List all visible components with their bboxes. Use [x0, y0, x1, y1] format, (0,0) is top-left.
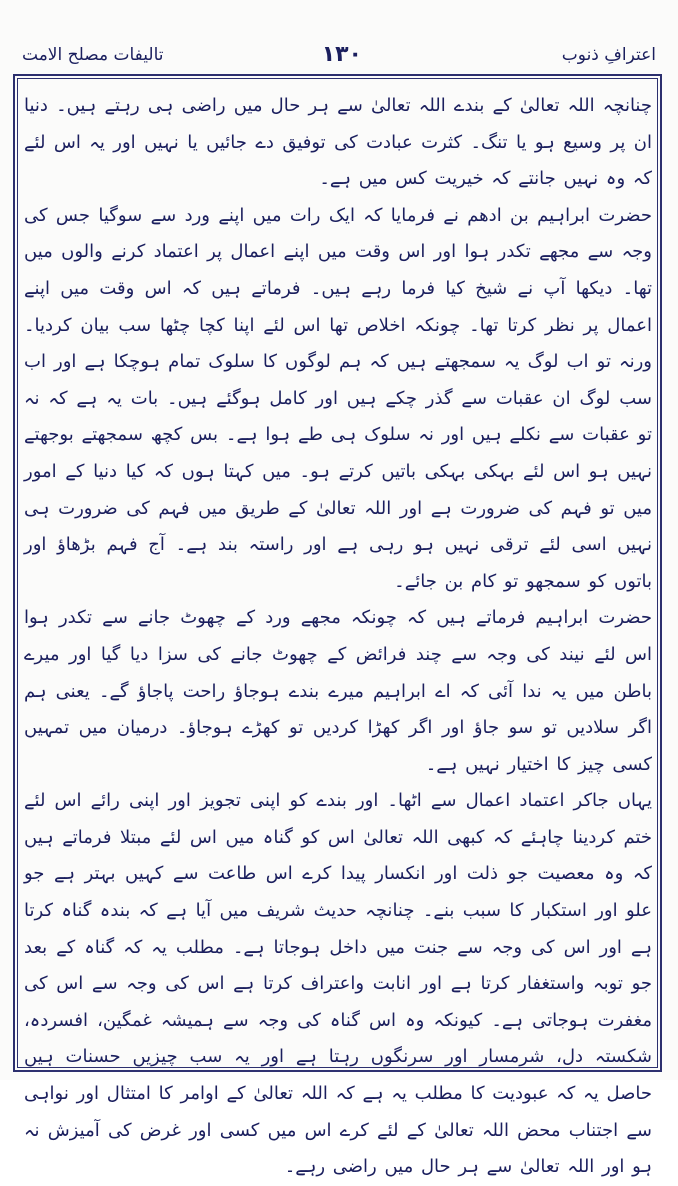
paragraph-4: یہاں جاکر اعتماد اعمال سے اٹھا۔ اور بندے کو اپنی تجویز اور اپنی رائے اس لئے ختم کردینا چاہئے کہ کبھی اللہ تعالیٰ اس کو گناہ میں اس لئے مبتلا فرماتے ہیں کہ وہ معصیت جو ذلت اور انکسار پیدا کرے اس طاعت سے کہیں بہتر ہے جو علو اور استکبار کا سبب بنے۔ چنانچہ حدیث شریف میں آیا ہے کہ بندہ گناہ کرتا ہے اور اس کی وجہ سے جنت میں داخل ہوجاتا ہے۔ مطلب یہ کہ گناہ کے بعد جو توبہ واستغفار کرتا ہے اور انابت واعتراف کرتا ہے اس کی وجہ سے اس کی مغفرت ہوجاتی ہے۔ کیونکہ وہ اس گناہ کی وجہ سے ہمیشہ غمگین، افسردہ، شکستہ دل، شرمسار اور سرنگوں رہتا ہے اور یہ سب چیزیں حسنات ہیں حاصل یہ کہ عبودیت کا مطلب یہ ہے کہ اللہ تعالیٰ کے اوامر کا امتثال اور نواہی سے اجتناب محض اللہ تعالیٰ کے لئے کرے اس میں کسی اور غرض کی آمیزش نہ ہو اور اللہ تعالیٰ سے ہر حال میں راضی رہے۔: [24, 790, 652, 1178]
paragraph-2: حضرت ابراہیم بن ادھم نے فرمایا کہ ایک رات میں اپنے ورد سے سوگیا جس کی وجہ سے مجھے تکدر ہوا اور اس وقت میں اپنے اعمال پر اعتماد کرنے والوں میں تھا۔ دیکھا آپ نے شیخ کیا فرما رہے ہیں۔ فرماتے ہیں کہ اس وقت میں اپنے اعمال پر نظر کرتا تھا۔ چونکہ اخلاص تھا اس لئے اپنا کچا چٹھا سب بیان کردیا۔ ورنہ تو اب لوگ یہ سمجھتے ہیں کہ ہم لوگوں کا سلوک تمام ہوچکا ہے اور اب سب لوگ ان عقبات سے گذر چکے ہیں اور کامل ہوگئے ہیں۔ بات یہ ہے کہ نہ تو عقبات سے نکلے ہیں اور نہ سلوک ہی طے ہوا ہے۔ بس کچھ سمجھتے بوجھتے نہیں ہو اس لئے بہکی بہکی باتیں کرتے ہو۔ میں کہتا ہوں کہ کیا دنیا کے امور میں تو فہم کی ضرورت ہے اور اللہ تعالیٰ کے طریق میں فہم کی ضرورت ہی نہیں اسی لئے ترقی نہیں ہو رہی ہے اور راستہ بند ہے۔ آج فہم بڑھاؤ اور باتوں کو سمجھو تو کام بن جائے۔: [24, 204, 652, 592]
chapter-title: اعترافِ ذنوب: [561, 45, 656, 65]
book-title: تالیفات مصلح الامت: [22, 45, 164, 65]
page-number: ۱۳۰: [321, 42, 362, 67]
paragraph-1: چنانچہ اللہ تعالیٰ کے بندے اللہ تعالیٰ سے ہر حال میں راضی ہی رہتے ہیں۔ دنیا ان پر وسیع ہو یا تنگ۔ کثرت عبادت کی توفیق دے جائیں یا نہیں اور یہ اس لئے کہ وہ نہیں جانتے کہ خیریت کس میں ہے۔: [24, 95, 652, 190]
page-body: [24, 88, 652, 1186]
paragraph-3: حضرت ابراہیم فرماتے ہیں کہ چونکہ مجھے ورد کے چھوٹ جانے سے تکدر ہوا اس لئے نیند کی وجہ سے چند فرائض کے چھوٹ جانے کی سزا دیا گیا اور میرے باطن میں یہ ندا آئی کہ اے ابراہیم میرے بندے ہوجاؤ راحت پاجاؤ گے۔ یعنی ہم اگر سلادیں تو سو جاؤ اور اگر کھڑا کردیں تو کھڑے ہوجاؤ۔ درمیان میں تمہیں کسی چیز کا اختیار نہیں ہے۔: [24, 607, 652, 775]
page-header: [16, 38, 662, 74]
